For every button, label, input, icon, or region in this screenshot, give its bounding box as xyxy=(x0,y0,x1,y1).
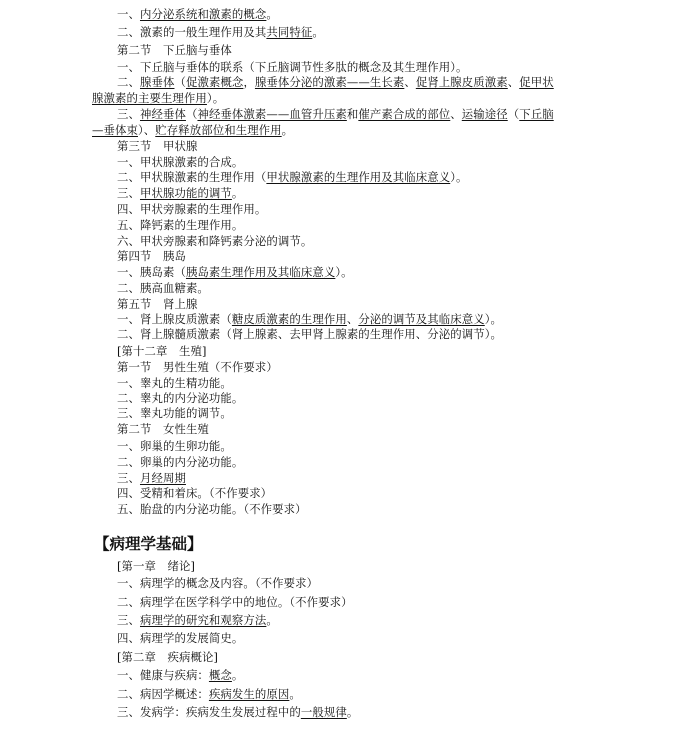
outline-line: 四、受精和着床。（不作要求） xyxy=(117,486,273,500)
outline-line: 二、病因学概述：疾病发生的原因。 xyxy=(117,687,301,701)
section-heading: 第一节 男性生殖（不作要求） xyxy=(117,360,278,374)
outline-line: 二、甲状腺激素的生理作用（甲状腺激素的生理作用及其临床意义）。 xyxy=(117,170,468,184)
outline-line: 二、肾上腺髓质激素（肾上腺素、去甲肾上腺素的生理作用、分泌的调节）。 xyxy=(117,327,502,341)
section-heading: 第四节 胰岛 xyxy=(117,249,186,263)
outline-line: 三、月经周期 xyxy=(117,471,186,485)
section-heading: 第二节 女性生殖 xyxy=(117,422,209,436)
outline-line: 二、睾丸的内分泌功能。 xyxy=(117,391,244,405)
outline-line: 一、胰岛素（胰岛素生理作用及其临床意义）。 xyxy=(117,265,353,279)
outline-line: 二、胰高血糖素。 xyxy=(117,281,209,295)
outline-line: 一、卵巢的生卵功能。 xyxy=(117,439,232,453)
outline-line: 三、神经垂体（神经垂体激素——血管升压素和催产素合成的部位、运输途径（下丘脑 xyxy=(117,107,554,121)
outline-line: 一、甲状腺激素的合成。 xyxy=(117,155,244,169)
outline-line: 三、甲状腺功能的调节。 xyxy=(117,186,244,200)
section-heading: 第二节 下丘脑与垂体 xyxy=(117,43,232,57)
outline-line: 三、睾丸功能的调节。 xyxy=(117,406,232,420)
outline-line: 二、病理学在医学科学中的地位。（不作要求） xyxy=(117,595,353,609)
chapter-heading: [第二章 疾病概论] xyxy=(117,650,219,664)
outline-line-continued: —垂体束）、贮存释放部位和生理作用。 xyxy=(92,123,294,137)
outline-line-continued: 腺激素的主要生理作用）。 xyxy=(92,91,225,105)
outline-line: 一、健康与疾病：概念。 xyxy=(117,668,244,682)
outline-line: 三、病理学的研究和观察方法。 xyxy=(117,613,278,627)
outline-line: 四、甲状旁腺素的生理作用。 xyxy=(117,202,267,216)
outline-line: 一、睾丸的生精功能。 xyxy=(117,376,232,390)
chapter-heading: [第一章 绪论] xyxy=(117,559,196,573)
outline-line: 二、腺垂体（促激素概念，腺垂体分泌的激素——生长素、促肾上腺皮质激素、促甲状 xyxy=(117,75,554,89)
outline-line: 二、激素的一般生理作用及其共同特征。 xyxy=(117,25,324,39)
outline-line: 一、下丘脑与垂体的联系（下丘脑调节性多肽的概念及其生理作用）。 xyxy=(117,60,468,74)
outline-line: 五、降钙素的生理作用。 xyxy=(117,218,244,232)
section-heading: 第五节 肾上腺 xyxy=(117,297,198,311)
outline-line: 二、卵巢的内分泌功能。 xyxy=(117,455,244,469)
chapter-heading: [第十二章 生殖] xyxy=(117,344,207,358)
outline-line: 三、发病学：疾病发生发展过程中的一般规律。 xyxy=(117,705,359,719)
outline-line: 六、甲状旁腺素和降钙素分泌的调节。 xyxy=(117,234,313,248)
outline-line: 四、病理学的发展简史。 xyxy=(117,631,244,645)
outline-line: 一、内分泌系统和激素的概念。 xyxy=(117,7,278,21)
subject-heading: 【病理学基础】 xyxy=(94,535,203,553)
outline-line: 一、肾上腺皮质激素（糖皮质激素的生理作用、分泌的调节及其临床意义）。 xyxy=(117,312,503,326)
outline-line: 一、病理学的概念及内容。（不作要求） xyxy=(117,576,319,590)
outline-line: 五、胎盘的内分泌功能。（不作要求） xyxy=(117,502,307,516)
section-heading: 第三节 甲状腺 xyxy=(117,139,198,153)
